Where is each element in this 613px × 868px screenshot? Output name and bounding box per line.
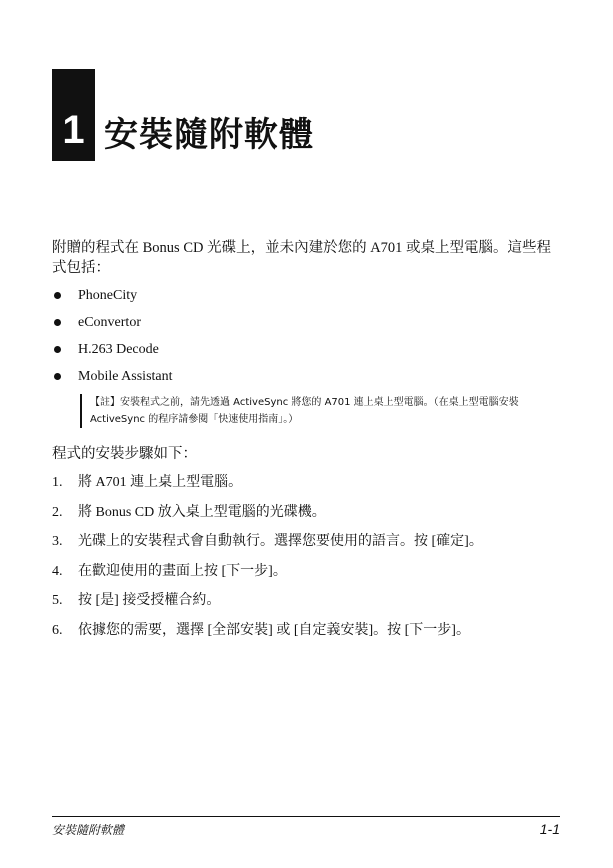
step-number: 1. xyxy=(52,475,63,490)
step-text: 光碟上的安裝程式會自動執行。選擇您要使用的語言。按 [確定]。 xyxy=(78,534,483,549)
list-item-label: H.263 Decode xyxy=(78,342,159,357)
step-number: 4. xyxy=(52,563,63,579)
step-number: 6. xyxy=(52,622,63,638)
list-item xyxy=(52,367,173,394)
step-item xyxy=(52,621,483,651)
note-box: 【註】安裝程式之前，請先透過 ActiveSync 將您的 A701 連上桌上型電腦。（在桌上型電腦安裝 ActiveSync 的程序請參閱「快速使用指南」。） xyxy=(80,394,572,428)
bullet-icon xyxy=(54,292,61,299)
steps-intro: 程式的安裝步驟如下： xyxy=(52,446,197,462)
intro-paragraph: 附贈的程式在 Bonus CD 光碟上，並未內建於您的 A701 或桌上型電腦。這些程式包括： xyxy=(52,240,552,276)
step-number: 2. xyxy=(52,504,63,520)
step-text: 在歡迎使用的畫面上按 [下一步]。 xyxy=(78,563,287,579)
install-steps xyxy=(52,473,483,650)
program-list xyxy=(52,286,173,394)
step-number: 3. xyxy=(52,534,63,549)
chapter-title: 安裝隨附軟體 xyxy=(104,115,314,155)
step-item xyxy=(52,503,483,533)
footer-section-title: 安裝隨附軟體 xyxy=(52,823,125,837)
list-item xyxy=(52,313,173,340)
step-text: 將 Bonus CD 放入桌上型電腦的光碟機。 xyxy=(78,504,326,520)
list-item xyxy=(52,340,173,367)
page-number: 1-1 xyxy=(539,821,560,837)
bullet-icon xyxy=(54,373,61,380)
step-text: 將 A701 連上桌上型電腦。 xyxy=(78,475,243,490)
step-item xyxy=(52,562,483,592)
step-text: 依據您的需要，選擇 [全部安裝] 或 [自定義安裝]。按 [下一步]。 xyxy=(78,622,470,638)
step-item xyxy=(52,532,483,562)
step-item xyxy=(52,473,483,503)
list-item-label: eConvertor xyxy=(78,315,141,330)
step-text: 按 [是] 接受授權合約。 xyxy=(78,593,221,608)
bullet-icon xyxy=(54,319,61,326)
list-item xyxy=(52,286,173,313)
list-item-label: Mobile Assistant xyxy=(78,369,173,384)
list-item-label: PhoneCity xyxy=(78,288,138,303)
bullet-icon xyxy=(54,346,61,353)
step-number: 5. xyxy=(52,593,63,608)
chapter-number: 1 xyxy=(62,108,85,152)
step-item xyxy=(52,591,483,621)
footer-divider xyxy=(52,816,560,817)
